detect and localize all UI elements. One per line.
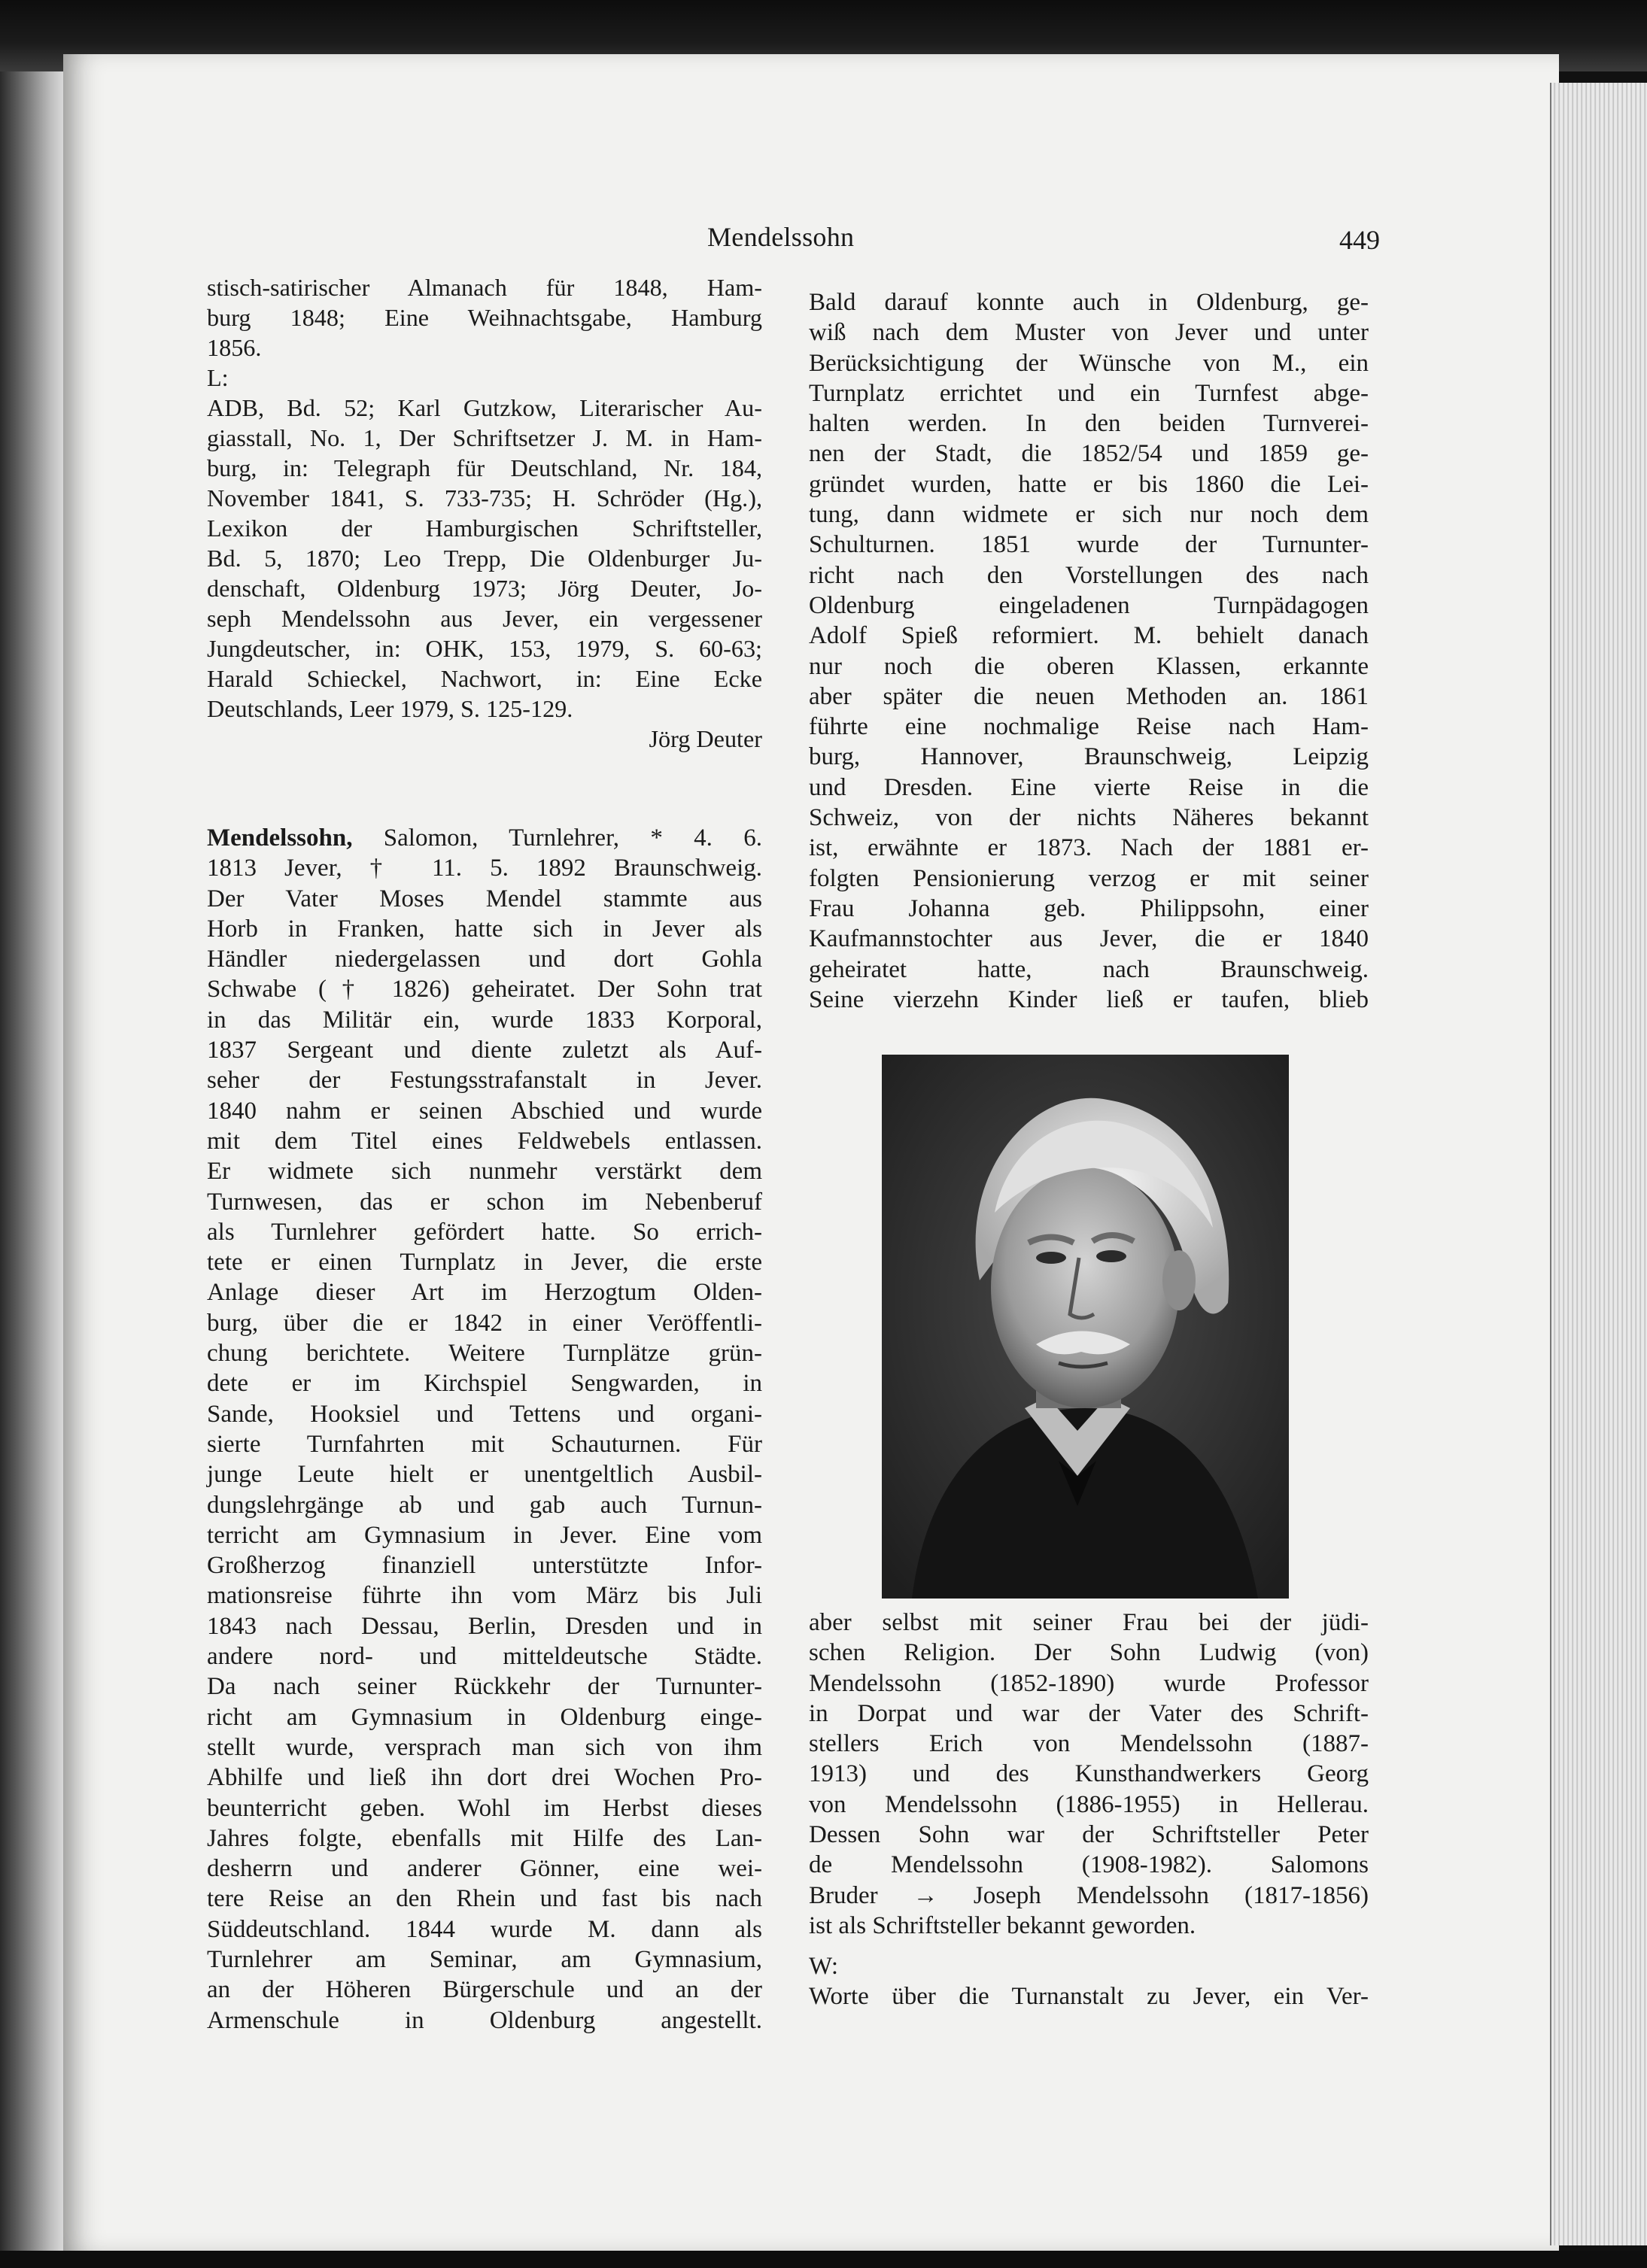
left-column [207,272,762,2036]
text-line: richt am Gymnasium in Oldenburg einge- [207,1703,762,1731]
text-line: ist, erwähnte er 1873. Nach der 1881 er- [809,834,1369,862]
literature-label: L: [207,364,229,391]
text-line: Frau Johanna geb. Philippsohn, einer [809,894,1369,922]
text-line: halten werden. In den beiden Turnverei- [809,410,1369,438]
text-line: Harald Schieckel, Nachwort, in: Eine Ecke [207,665,762,692]
right-column-top [809,287,1369,1015]
text-line: mationsreise führte ihn vom März bis Juli [207,1582,762,1610]
text-line: burg, Hannover, Braunschweig, Leipzig [809,743,1369,771]
text-line: führte eine nochmalige Reise nach Ham- [809,713,1369,741]
text-line: giasstall, No. 1, Der Schriftsetzer J. M. in Ham- [207,424,762,451]
text-line: Mendelssohn, Salomon, Turnlehrer, * 4. 6. [207,824,762,852]
text-line: ADB, Bd. 52; Karl Gutzkow, Literarischer Au- [207,394,762,421]
text-line: chung berichtete. Weitere Turnplätze grün- [207,1340,762,1368]
text-line: Turnplatz errichtet und ein Turnfest abge- [809,379,1369,407]
text-line: aber später die neuen Methoden an. 1861 [809,682,1369,710]
text-line: Turnwesen, das er schon im Nebenberuf [207,1188,762,1216]
text-line: Bruder → Joseph Mendelssohn (1817-1856) [809,1881,1369,1909]
text-line: Er widmete sich nunmehr verstärkt dem [207,1158,762,1186]
text-line: Mendelssohn (1852-1890) wurde Professor [809,1669,1369,1697]
text-line: de Mendelssohn (1908-1982). Salomons [809,1851,1369,1879]
text-line: Deutschlands, Leer 1979, S. 125-129. [207,695,573,722]
text-line: Oldenburg eingeladenen Turnpädagogen [809,591,1369,619]
text-line: tung, dann widmete er sich nur noch dem [809,501,1369,529]
text-line: Jahres folgte, ebenfalls mit Hilfe des Lan- [207,1824,762,1852]
works-label: W: [809,1953,839,1980]
text-line: stellers Erich von Mendelssohn (1887- [809,1730,1369,1758]
text-line: Kaufmannstochter aus Jever, die er 1840 [809,925,1369,953]
text-line: als Turnlehrer gefördert hatte. So errich- [207,1218,762,1246]
text-line: nur noch die oberen Klassen, erkannte [809,652,1369,680]
text-line: burg, über die er 1842 in einer Veröffentli- [207,1309,762,1337]
text-line: andere nord- und mitteldeutsche Städte. [207,1643,762,1671]
text-line: und Dresden. Eine vierte Reise in die [809,773,1369,801]
text-line: von Mendelssohn (1886-1955) in Hellerau. [809,1790,1369,1818]
page-stack-edges [1550,83,1647,2245]
text-line: Schwabe († 1826) geheiratet. Der Sohn trat [207,976,762,1003]
text-line: denschaft, Oldenburg 1973; Jörg Deuter, Jo- [207,575,762,602]
text-line: Bald darauf konnte auch in Oldenburg, ge- [809,289,1369,316]
text-line: Schulturnen. 1851 wurde der Turnunter- [809,531,1369,559]
text-line: Da nach seiner Rückkehr der Turnunter- [207,1673,762,1701]
text-line: Seine vierzehn Kinder ließ er taufen, blieb [809,985,1369,1013]
text-line: 1913) und des Kunsthandwerkers Georg [809,1760,1369,1788]
text-line: geheiratet hatte, nach Braunschweig. [809,955,1369,983]
text-line: in das Militär ein, wurde 1833 Korporal, [207,1006,762,1034]
text-line: Lexikon der Hamburgischen Schriftsteller, [207,515,762,542]
entry-lemma: Mendelssohn, [207,824,353,852]
literature-list [207,393,762,724]
text-line: nen der Stadt, die 1852/54 und 1859 ge- [809,440,1369,468]
previous-page-edge [0,71,63,2253]
text-line: junge Leute hielt er unentgeltlich Ausbil- [207,1461,762,1489]
text-line: 1813 Jever, † 11. 5. 1892 Braunschweig. [207,855,762,882]
text-line: Süddeutschland. 1844 wurde M. dann als [207,1915,762,1943]
text-line: Berücksichtigung der Wünsche von M., ein [809,349,1369,377]
text-line: mit dem Titel eines Feldwebels entlassen. [207,1127,762,1155]
text-line: terricht am Gymnasium in Jever. Eine vom [207,1521,762,1549]
text-line: richt nach den Vorstellungen des nach [809,561,1369,589]
text-line: ist als Schriftsteller bekannt geworden. [809,1911,1196,1939]
text-line: aber selbst mit seiner Frau bei der jüdi- [809,1609,1369,1636]
text-line: stisch-satirischer Almanach für 1848, Ham- [207,274,762,301]
text-line: Großherzog finanziell unterstützte Infor- [207,1552,762,1580]
text-line: schen Religion. Der Sohn Ludwig (von) [809,1639,1369,1667]
text-line: Händler niedergelassen und dort Gohla [207,946,762,973]
text-line: sierte Turnfahrten mit Schauturnen. Für [207,1430,762,1458]
text-line: Schweiz, von der nichts Näheres bekannt [809,804,1369,832]
text-line: November 1841, S. 733-735; H. Schröder (Hg.), [207,484,762,512]
text-line: Der Vater Moses Mendel stammte aus [207,885,762,912]
text-line: wiß nach dem Muster von Jever und unter [809,319,1369,347]
text-line: 1840 nahm er seinen Abschied und wurde [207,1097,762,1125]
text-line: Adolf Spieß reformiert. M. behielt danach [809,622,1369,650]
text-line: burg, in: Telegraph für Deutschland, Nr. 184, [207,454,762,481]
text-line: 1843 nach Dessau, Berlin, Dresden und in [207,1612,762,1640]
text-line: tete er einen Turnplatz in Jever, die erste [207,1249,762,1277]
text-line: Bd. 5, 1870; Leo Trepp, Die Oldenburger Ju- [207,545,762,572]
entry-gap [207,754,762,823]
text-line: Abhilfe und ließ ihn dort drei Wochen Pro- [207,1764,762,1792]
text-line: in Dorpat und war der Vater des Schrift- [809,1699,1369,1727]
previous-entry-tail [207,272,762,363]
text-line: Sande, Hooksiel und Tettens und organi- [207,1400,762,1428]
text-line: desherrn und anderer Gönner, eine wei- [207,1855,762,1883]
text-line: beunterricht geben. Wohl im Herbst dieses [207,1794,762,1822]
text-line: burg 1848; Eine Weihnachtsgabe, Hamburg [207,304,762,331]
text-line: Horb in Franken, hatte sich in Jever als [207,915,762,943]
text-line: seher der Festungsstrafanstalt in Jever. [207,1067,762,1095]
text-line: 1837 Sergeant und diente zuletzt als Auf- [207,1037,762,1064]
page-number: 449 [1339,225,1380,255]
text-line: 1856. [207,334,262,361]
author-signature: Jörg Deuter [649,725,762,752]
text-line: Turnlehrer am Seminar, am Gymnasium, [207,1945,762,1973]
text-line: tere Reise an den Rhein und fast bis nach [207,1885,762,1913]
text-line: Jungdeutscher, in: OHK, 153, 1979, S. 60-63; [207,635,762,662]
entry-body [207,823,762,2036]
portrait-photo [882,1055,1289,1599]
text-line: dungslehrgänge ab und gab auch Turnun- [207,1491,762,1519]
right-column-bottom [809,1608,1369,1941]
text-line: gründet wurden, hatte er bis 1860 die Lei- [809,470,1369,498]
text-line: Armenschule in Oldenburg angestellt. [207,2006,762,2034]
text-line: Anlage dieser Art im Herzogtum Olden- [207,1279,762,1307]
text-line: an der Höheren Bürgerschule und an der [207,1976,762,2004]
text-line: seph Mendelssohn aus Jever, ein vergessener [207,605,762,632]
running-head: Mendelssohn [707,222,855,252]
scan-bottom-edge [0,2251,1647,2268]
text-line: folgten Pensionierung verzog er mit seiner [809,864,1369,892]
works-section [809,1951,1369,2012]
text-line: dete er im Kirchspiel Sengwarden, in [207,1370,762,1398]
text-line: stellt wurde, versprach man sich von ihm [207,1733,762,1761]
text-line: Worte über die Turnanstalt zu Jever, ein Ver- [809,1983,1369,2011]
text-line: Dessen Sohn war der Schriftsteller Peter [809,1821,1369,1849]
